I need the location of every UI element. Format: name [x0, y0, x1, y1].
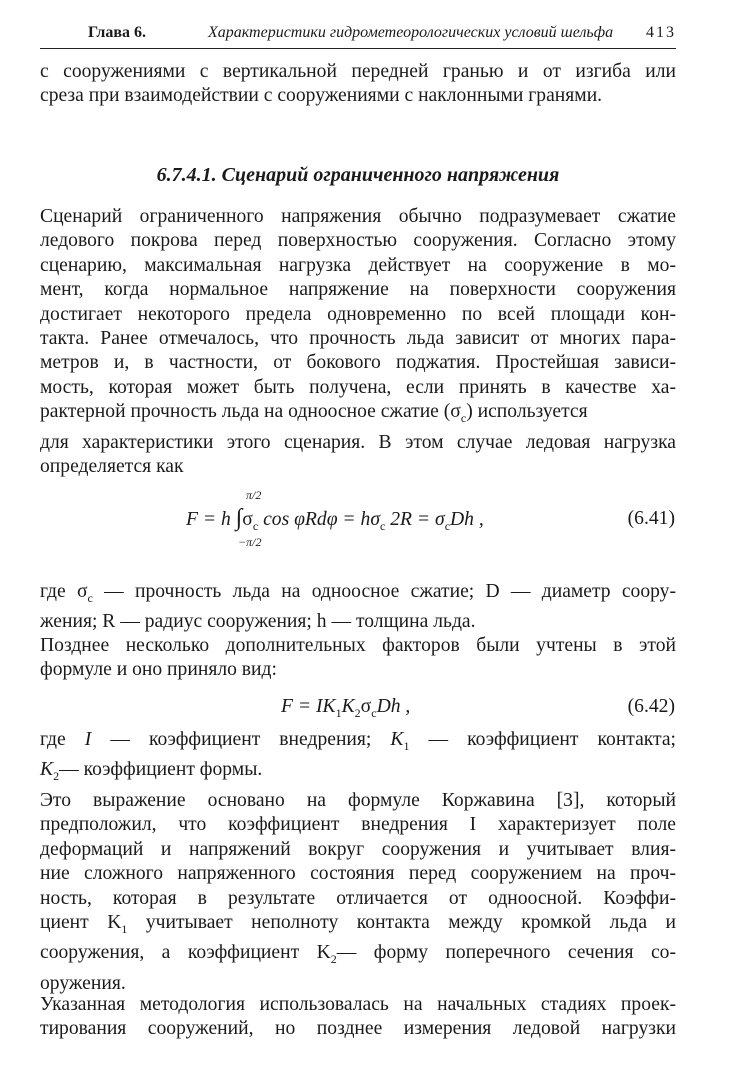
- text-line: [40, 758, 676, 788]
- text-line-k1: [40, 911, 676, 941]
- subscript: c: [87, 590, 93, 605]
- text-line: деформаций и напряжений вокруг сооружения и учитывает влия-: [40, 838, 676, 860]
- text-line: достигает некоторого предела одновременно по всей площади кон-: [40, 303, 676, 325]
- paragraph-methodology: [40, 993, 676, 1042]
- integral-lower-limit: −π/2: [238, 535, 262, 549]
- subscript: 1: [403, 738, 410, 753]
- text-line: сценарию, максимальная нагрузка действует на сооружение в мо-: [40, 254, 676, 276]
- text-line-sigma: [40, 400, 676, 430]
- text-line: Указанная методология использовалась на начальных стадиях проек-: [40, 994, 676, 1015]
- text-line-sigma: [40, 580, 676, 610]
- text-fragment: где: [40, 729, 85, 750]
- text-line-k2: [40, 941, 676, 971]
- text-fragment: — коэффициент внедрения;: [91, 729, 391, 750]
- text-line: Позднее несколько дополнительных факторов были учтены в этой: [40, 635, 676, 656]
- text-fragment: ) используется: [466, 401, 588, 423]
- text-line: ность, которая в результате отличается от одноосной. Коэффи-: [40, 887, 676, 909]
- chapter-subtitle: Характеристики гидрометеорологических условий шельфа: [208, 24, 614, 41]
- paragraph-later-factors: [40, 634, 676, 683]
- text-fragment: — прочность льда на одноосное сжатие; D — диаметр соору-: [92, 581, 676, 602]
- paragraph-definitions: [40, 580, 676, 635]
- text-line: метров и, в частности, от бокового поджатия. Простейшая зависи-: [40, 352, 676, 374]
- text-line: формуле и оно приняло вид:: [40, 659, 277, 681]
- paragraph-korzhavin: [40, 789, 676, 996]
- subscript: 2: [330, 952, 337, 967]
- text-fragment: рактерной прочность льда на одноосное сжатие (σ: [40, 401, 461, 423]
- symbol-k: K: [390, 729, 404, 750]
- integral-sign: ∫: [235, 505, 243, 531]
- text-line: ние сложного напряженного состояния перед сооружением на проч-: [40, 863, 676, 885]
- text-fragment: — форму поперечного сечения со-: [336, 942, 676, 964]
- text-line: предположил, что коэффициент внедрения I характеризует поле: [40, 814, 676, 836]
- sigma-symbol: σ: [360, 696, 372, 717]
- formula-part: Dh ,: [450, 509, 484, 530]
- subscript: c: [371, 705, 377, 720]
- text-line: тирования сооружений, но позднее измерения ледовой нагрузки: [40, 1018, 676, 1040]
- subscript: 1: [121, 921, 128, 936]
- subscript: c: [460, 411, 467, 426]
- symbol-k: K: [40, 759, 54, 781]
- formula-part: Dh ,: [376, 696, 411, 717]
- formula-part: cos φRdφ = hσ: [258, 509, 381, 530]
- subscript: 1: [335, 705, 342, 720]
- equation-number: (6.42): [627, 696, 675, 717]
- text-line: [40, 728, 676, 758]
- paragraph-scenario: [40, 205, 676, 479]
- subscript: 2: [53, 769, 60, 784]
- subscript: c: [252, 518, 259, 533]
- formula-part: K: [341, 696, 355, 717]
- running-header: [40, 22, 676, 49]
- text-line: Сценарий ограниченного напряжения обычно подразумевает сжатие: [40, 206, 676, 227]
- formula-lhs: F = IK: [281, 696, 336, 717]
- sigma-symbol: σ: [242, 509, 253, 530]
- text-line: мость, которая может быть получена, если принять в качестве ха-: [40, 376, 676, 398]
- text-fragment: — коэффициент формы.: [59, 759, 263, 781]
- paragraph-coefficients: [40, 728, 676, 789]
- subscript: c: [444, 518, 451, 533]
- text-line: среза при взаимодействии с сооружениями с наклонными гранями.: [40, 85, 603, 107]
- text-line: ледового покрова перед поверхностью сооружения. Согласно этому: [40, 230, 676, 252]
- text-line: мент, когда нормальное напряжение на поверхности сооружения: [40, 279, 676, 301]
- text-line: жения; R — радиус сооружения; h — толщина льда.: [40, 611, 476, 633]
- text-line: для характеристики этого сценария. В этом случае ледовая нагрузка: [40, 431, 676, 453]
- subscript: 2: [354, 705, 361, 720]
- intro-paragraph: [40, 60, 676, 109]
- text-fragment: учитывает неполноту контакта между кромкой льда и: [127, 912, 676, 934]
- text-line: определяется как: [40, 455, 184, 477]
- text-fragment: — коэффициент контакта;: [409, 729, 677, 750]
- text-fragment: сооружения, а коэффициент K: [40, 942, 331, 964]
- formula-body: [281, 696, 410, 721]
- text-line: Это выражение основано на формуле Коржавина [3], который: [40, 790, 676, 811]
- page-number: 413: [646, 24, 676, 41]
- formula-body: [186, 505, 484, 534]
- equation-number: (6.41): [627, 508, 675, 529]
- text-line: с сооружениями с вертикальной передней гранью и от изгиба или: [40, 61, 676, 82]
- chapter-label: Глава 6.: [88, 24, 146, 41]
- text-line: такта. Ранее отмечалось, что прочность льда зависит от многих пара-: [40, 328, 676, 350]
- formula-lhs: F = h: [186, 509, 231, 530]
- section-title: 6.7.4.1. Сценарий ограниченного напряжения: [156, 164, 560, 186]
- subscript: c: [380, 518, 386, 533]
- text-fragment: циент K: [40, 912, 122, 934]
- symbol-i: I: [84, 729, 92, 750]
- text-fragment: где σ: [40, 581, 88, 602]
- text-line: оружения.: [40, 972, 126, 994]
- formula-part: 2R = σ: [385, 509, 445, 530]
- integral-upper-limit: π/2: [246, 488, 262, 502]
